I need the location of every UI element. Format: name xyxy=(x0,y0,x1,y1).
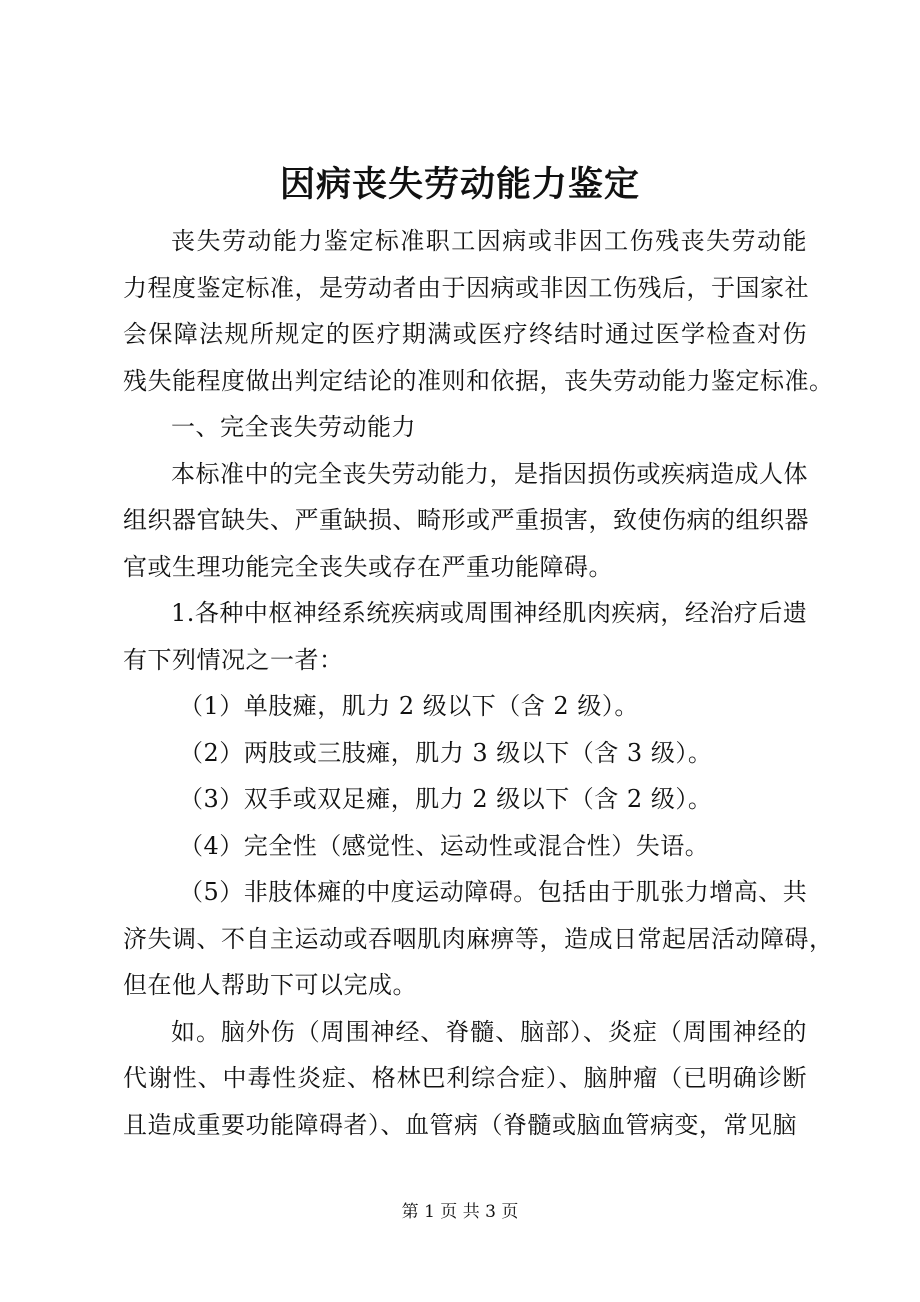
paragraph-line: 残失能程度做出判定结论的准则和依据，丧失劳动能力鉴定标准。 xyxy=(123,366,834,395)
page-number-footer: 第 1 页 共 3 页 xyxy=(401,1202,519,1222)
paragraph-line: 有下列情况之一者： xyxy=(123,645,344,674)
paragraph-line: 官或生理功能完全丧失或存在严重功能障碍。 xyxy=(123,552,613,581)
paragraph-line: 会保障法规所规定的医疗期满或医疗终结时通过医学检查对伤 xyxy=(123,320,807,348)
list-item: （1）单肢瘫，肌力 2 级以下（含 2 级）。 xyxy=(179,692,639,720)
paragraph-line: 但在他人帮助下可以完成。 xyxy=(123,971,417,999)
paragraph-line: 本标准中的完全丧失劳动能力，是指因损伤或疾病造成人体 xyxy=(171,459,808,488)
paragraph-line: 1.各种中枢神经系统疾病或周围神经肌肉疾病，经治疗后遗 xyxy=(171,599,808,627)
list-item: （5）非肢体瘫的中度运动障碍。包括由于肌张力增高、共 xyxy=(179,878,808,906)
paragraph-line: 力程度鉴定标准，是劳动者由于因病或非因工伤残后，于国家社 xyxy=(123,273,809,302)
paragraph-line: 如。脑外伤（周围神经、脊髓、脑部）、炎症（周围神经的 xyxy=(171,1017,807,1046)
paragraph-line: 且造成重要功能障碍者）、血管病（脊髓或脑血管病变，常见脑 xyxy=(123,1110,797,1139)
list-item: （2）两肢或三肢瘫，肌力 3 级以下（含 3 级）。 xyxy=(179,738,713,767)
paragraph-line: 组织器官缺失、严重缺损、畸形或严重损害，致使伤病的组织器 xyxy=(123,506,809,534)
section-heading: 一、完全丧失劳动能力 xyxy=(171,413,416,441)
document-body xyxy=(123,218,834,1148)
list-item: （3）双手或双足瘫，肌力 2 级以下（含 2 级）。 xyxy=(179,785,713,813)
document-title: 因病丧失劳动能力鉴定 xyxy=(279,164,640,205)
paragraph-line: 济失调、不自主运动或吞咽肌肉麻痹等，造成日常起居活动障碍， xyxy=(123,924,834,953)
paragraph-line: 代谢性、中毒性炎症、格林巴利综合症）、脑肿瘤（已明确诊断 xyxy=(123,1064,807,1092)
paragraph-line: 丧失劳动能力鉴定标准职工因病或非因工伤残丧失劳动能 xyxy=(171,227,807,255)
list-item: （4）完全性（感觉性、运动性或混合性）失语。 xyxy=(179,831,710,860)
